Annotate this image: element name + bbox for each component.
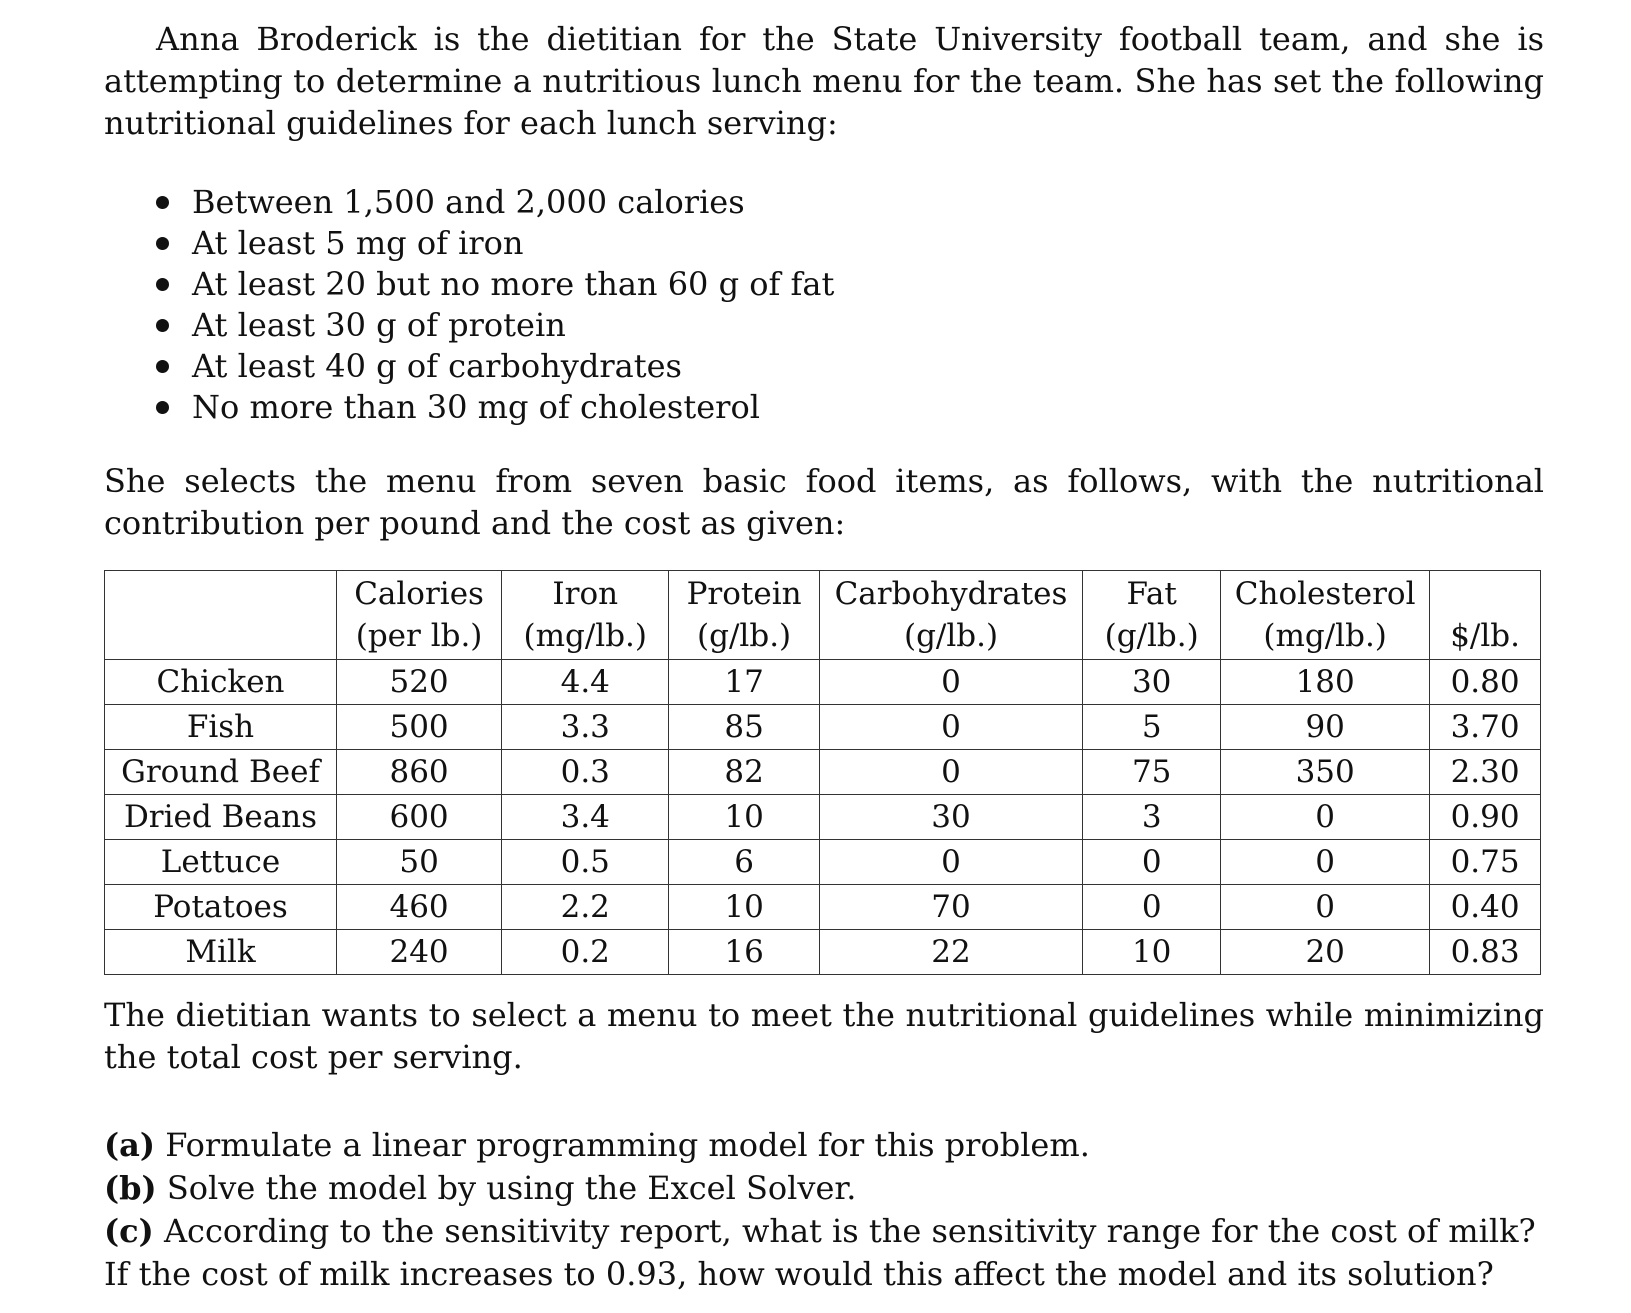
table-cell: 6 xyxy=(669,840,819,885)
table-cell: 0 xyxy=(819,750,1082,795)
table-cell: 460 xyxy=(337,885,502,930)
table-cell: 0 xyxy=(1221,795,1430,840)
bullet-icon xyxy=(156,237,169,250)
table-row xyxy=(105,930,1541,975)
food-name-cell: Dried Beans xyxy=(105,795,337,840)
guidelines-list xyxy=(104,182,1544,428)
food-name-cell: Fish xyxy=(105,705,337,750)
guideline-item: At least 30 g of protein xyxy=(156,305,1544,346)
table-cell: 2.30 xyxy=(1430,750,1541,795)
food-name-cell: Lettuce xyxy=(105,840,337,885)
goal-paragraph: The dietitian wants to select a menu to meet the nutritional guidelines while minimizing the total cost per serving. xyxy=(104,996,1544,1076)
question-label: (a) xyxy=(104,1126,156,1164)
table-cell: 0.90 xyxy=(1430,795,1541,840)
question-b xyxy=(104,1167,1544,1210)
table-cell: 85 xyxy=(669,705,819,750)
table-row xyxy=(105,840,1541,885)
table-cell: 0 xyxy=(819,660,1082,705)
food-name-cell: Chicken xyxy=(105,660,337,705)
question-label: (c) xyxy=(104,1212,154,1250)
table-row xyxy=(105,885,1541,930)
table-row xyxy=(105,795,1541,840)
table-cell: 3 xyxy=(1083,795,1221,840)
table-cell: 30 xyxy=(1083,660,1221,705)
nutrition-table xyxy=(104,570,1541,975)
header-cell-iron: Iron (mg/lb.) xyxy=(502,571,669,660)
question-label: (b) xyxy=(104,1169,157,1207)
table-header-row xyxy=(105,571,1541,660)
table-cell: 20 xyxy=(1221,930,1430,975)
table-cell: 17 xyxy=(669,660,819,705)
table-cell: 16 xyxy=(669,930,819,975)
table-cell: 75 xyxy=(1083,750,1221,795)
table-cell: 10 xyxy=(1083,930,1221,975)
guideline-item: Between 1,500 and 2,000 calories xyxy=(156,182,1544,223)
table-cell: 70 xyxy=(819,885,1082,930)
table-cell: 860 xyxy=(337,750,502,795)
selection-paragraph: She selects the menu from seven basic food items, as follows, with the nutritional contribution per pound and the cost as given: xyxy=(104,462,1544,542)
table-cell: 82 xyxy=(669,750,819,795)
header-cell-food xyxy=(105,571,337,660)
table-cell: 30 xyxy=(819,795,1082,840)
header-cell-fat: Fat (g/lb.) xyxy=(1083,571,1221,660)
table-cell: 5 xyxy=(1083,705,1221,750)
goal-section xyxy=(104,994,1544,1078)
table-cell: 2.2 xyxy=(502,885,669,930)
guideline-item: No more than 30 mg of cholesterol xyxy=(156,387,1544,428)
questions-section xyxy=(104,1124,1544,1296)
table-cell: 0.5 xyxy=(502,840,669,885)
question-text: According to the sensitivity report, what is the sensitivity range for the cost of milk? If the cost of milk increases to 0.93, how would this affect the model and its solution? xyxy=(104,1212,1536,1293)
table-cell: 0.75 xyxy=(1430,840,1541,885)
guideline-item: At least 20 but no more than 60 g of fat xyxy=(156,264,1544,305)
table-cell: 4.4 xyxy=(502,660,669,705)
bullet-icon xyxy=(156,360,169,373)
table-cell: 0.2 xyxy=(502,930,669,975)
header-cell-cost: $/lb. xyxy=(1430,571,1541,660)
table-cell: 0.80 xyxy=(1430,660,1541,705)
table-cell: 0 xyxy=(819,705,1082,750)
table-cell: 500 xyxy=(337,705,502,750)
table-row xyxy=(105,660,1541,705)
bullet-icon xyxy=(156,319,169,332)
table-cell: 0 xyxy=(1221,840,1430,885)
food-name-cell: Ground Beef xyxy=(105,750,337,795)
table-cell: 0.3 xyxy=(502,750,669,795)
question-c xyxy=(104,1210,1544,1296)
table-cell: 50 xyxy=(337,840,502,885)
table-cell: 520 xyxy=(337,660,502,705)
header-cell-protein: Protein (g/lb.) xyxy=(669,571,819,660)
table-cell: 0 xyxy=(1083,840,1221,885)
bullet-icon xyxy=(156,278,169,291)
table-cell: 22 xyxy=(819,930,1082,975)
table-cell: 3.3 xyxy=(502,705,669,750)
table-cell: 10 xyxy=(669,795,819,840)
question-text: Solve the model by using the Excel Solver. xyxy=(156,1169,857,1207)
table-cell: 0.40 xyxy=(1430,885,1541,930)
table-cell: 0 xyxy=(1083,885,1221,930)
table-row xyxy=(105,705,1541,750)
food-name-cell: Milk xyxy=(105,930,337,975)
guideline-item: At least 5 mg of iron xyxy=(156,223,1544,264)
table-row xyxy=(105,750,1541,795)
table-cell: 10 xyxy=(669,885,819,930)
table-cell: 0 xyxy=(819,840,1082,885)
guideline-item: At least 40 g of carbohydrates xyxy=(156,346,1544,387)
table-cell: 3.4 xyxy=(502,795,669,840)
problem-page xyxy=(104,18,1544,544)
header-cell-carbohydrates: Carbohydrates (g/lb.) xyxy=(819,571,1082,660)
table-cell: 180 xyxy=(1221,660,1430,705)
question-a xyxy=(104,1124,1544,1167)
food-name-cell: Potatoes xyxy=(105,885,337,930)
bullet-icon xyxy=(156,401,169,414)
header-cell-cholesterol: Cholesterol (mg/lb.) xyxy=(1221,571,1430,660)
table-cell: 0.83 xyxy=(1430,930,1541,975)
table-cell: 90 xyxy=(1221,705,1430,750)
header-cell-calories: Calories (per lb.) xyxy=(337,571,502,660)
table-cell: 3.70 xyxy=(1430,705,1541,750)
table-cell: 600 xyxy=(337,795,502,840)
bullet-icon xyxy=(156,196,169,209)
table-cell: 0 xyxy=(1221,885,1430,930)
table-cell: 240 xyxy=(337,930,502,975)
table-cell: 350 xyxy=(1221,750,1430,795)
intro-paragraph: Anna Broderick is the dietitian for the State University football team, and she is attempting to determine a nutritious lunch menu for the team. She has set the following nutritional guidelines for each lunch serving: xyxy=(104,20,1544,142)
question-text: Formulate a linear programming model for this problem. xyxy=(155,1126,1090,1164)
